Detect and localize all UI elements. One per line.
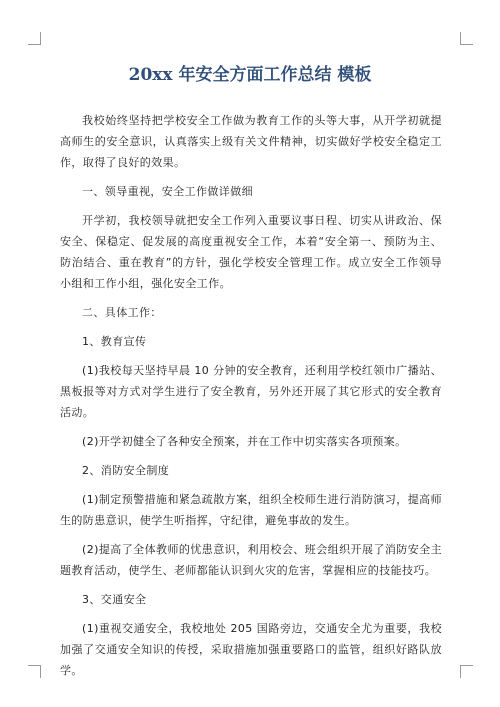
education-item-1: (1)我校每天坚持早晨 10 分钟的安全教育，还利用学校红领巾广播站、黑板报等对方式对学生进行了安全教育，另外还开展了其它形式的安全教育活动。 xyxy=(60,364,442,419)
document-title: 20xx 年安全方面工作总结 模板 xyxy=(128,65,372,85)
education-item-2: (2)开学初健全了各种安全预案，并在工作中切实落实各项预案。 xyxy=(82,435,407,448)
page-corner-mark-bottom-right xyxy=(460,665,473,678)
page-corner-mark-top-left xyxy=(28,32,41,45)
page-corner-mark-bottom-left xyxy=(28,665,41,678)
section-heading-leadership: 一、领导重视，安全工作做详做细 xyxy=(82,185,253,198)
fire-safety-item-2: (2)提高了全体教师的忧患意识，利用校会、班会组织开展了消防安全主题教育活动，使学生、老师都能认识到火灾的危害，掌握相应的技能技巧。 xyxy=(60,543,442,577)
subheading-fire-safety: 2、消防安全制度 xyxy=(82,464,170,477)
section-heading-specific-work: 二、具体工作： xyxy=(82,306,162,319)
leadership-paragraph: 开学初，我校领导就把安全工作列入重要议事日程、切实从讲政治、保安全、保稳定、促发展的高度重视安全工作，本着“安全第一、预防为主、防治结合、重在教育”的方针，强化学校安全管理工作。成立安全工作领导小组和工作小组，强化安全工作。 xyxy=(60,214,442,290)
document-body xyxy=(60,110,442,689)
traffic-safety-item-1: (1)重视交通安全，我校地处 205 国路旁边，交通安全尤为重要，我校加强了交通安全知识的传授，采取措施加强重要路口的监管，组织好路队放学。 xyxy=(60,622,442,677)
intro-paragraph: 我校始终坚持把学校安全工作做为教育工作的头等大事，从开学初就提高师生的安全意识，认真落实上级有关文件精神，切实做好学校安全稳定工作，取得了良好的效果。 xyxy=(60,114,442,169)
subheading-education: 1、教育宣传 xyxy=(82,335,147,348)
subheading-traffic-safety: 3、交通安全 xyxy=(82,593,147,606)
page-corner-mark-top-right xyxy=(460,32,473,45)
fire-safety-item-1: (1)制定预警措施和紧急疏散方案，组织全校师生进行消防演习，提高师生的防患意识，使学生听指挥，守纪律，避免事故的发生。 xyxy=(60,493,442,527)
